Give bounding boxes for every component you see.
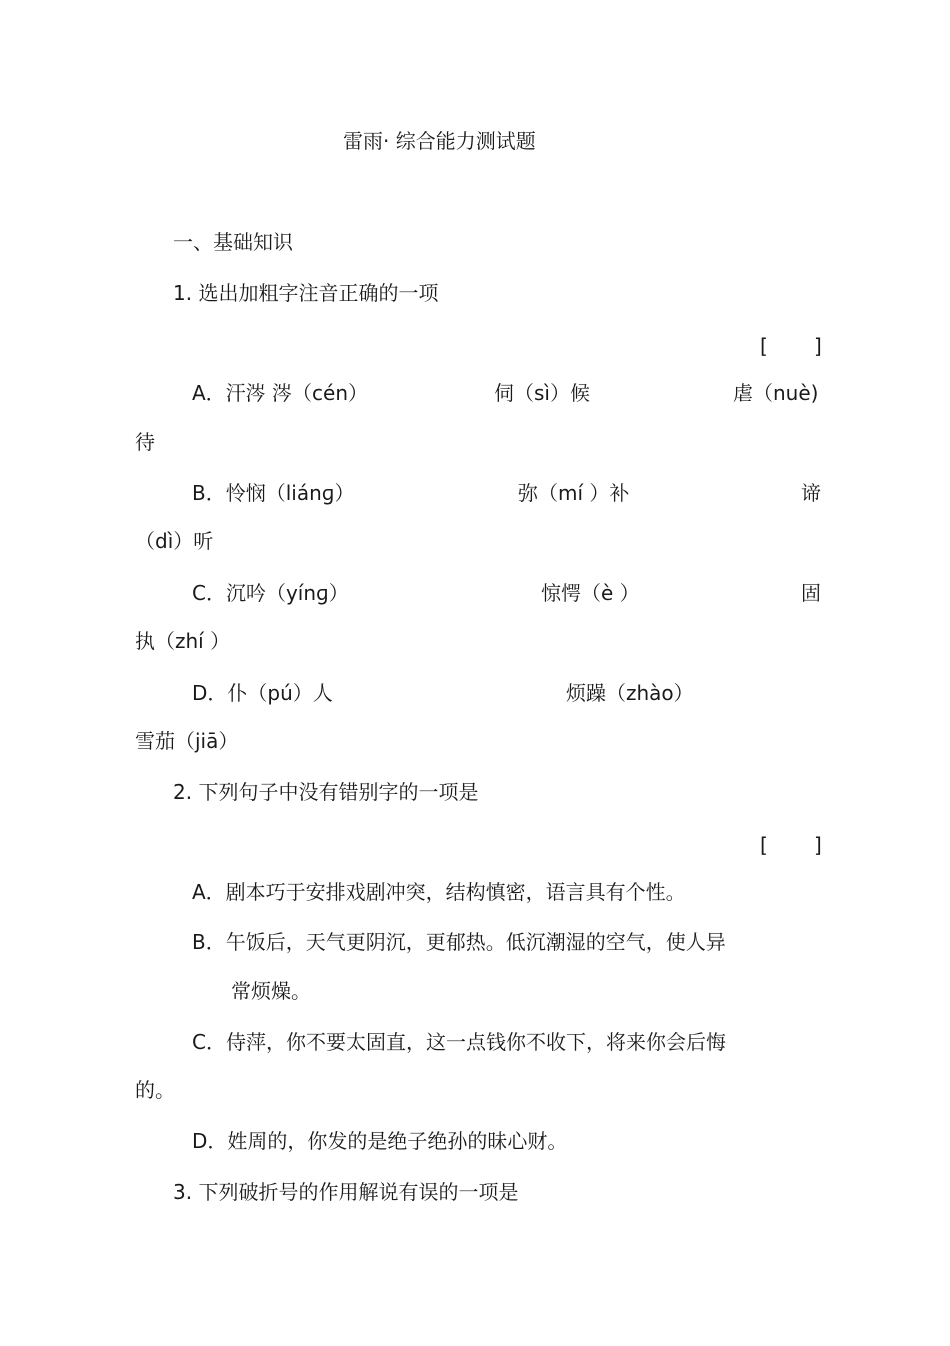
q1-option-c-label: C．沉吟（yínɡ） [192, 581, 349, 605]
q1-option-a-cont: 待 [135, 430, 155, 454]
question-2-stem: 2. 下列句子中没有错别字的一项是 [173, 780, 479, 804]
q1-option-b-right: 谛 [801, 481, 821, 505]
q2-option-c-line2: 的。 [135, 1078, 175, 1102]
q2-option-d: D．姓周的，你发的是绝子绝孙的昧心财。 [192, 1129, 568, 1153]
answer-bracket-close: ] [814, 833, 822, 857]
q2-option-c-line1: C．侍萍，你不要太固直，这一点钱你不收下，将来你会后悔 [192, 1030, 726, 1054]
section-heading: 一、基础知识 [173, 230, 293, 254]
q2-option-b-line1: B．午饭后，天气更阴沉，更郁热。低沉潮湿的空气，使人异 [192, 930, 726, 954]
page-title: 雷雨· 综合能力测试题 [343, 129, 536, 153]
q2-option-b-line2: 常烦燥。 [231, 979, 311, 1003]
q1-option-b-label: B．怜悯（liánɡ） [192, 481, 355, 505]
question-3-stem: 3. 下列破折号的作用解说有误的一项是 [173, 1180, 519, 1204]
answer-bracket-open: [ [760, 833, 768, 857]
q1-option-b-cont: （dì）听 [135, 529, 214, 553]
q1-option-b-mid: 弥（mí ）补 [518, 481, 630, 505]
q2-option-a: A．剧本巧于安排戏剧冲突，结构慎密，语言具有个性。 [192, 880, 686, 904]
q1-option-a-right: 虐（nuè) [733, 381, 819, 405]
question-1-stem: 1. 选出加粗字注音正确的一项 [173, 281, 439, 305]
q1-option-d-label: D．仆（pú）人 [192, 681, 333, 705]
answer-bracket-close: ] [814, 334, 822, 358]
q1-option-c-mid: 惊愕（è ） [541, 581, 640, 605]
q1-option-c-cont: 执（zhí ） [135, 629, 231, 653]
answer-bracket-open: [ [760, 334, 768, 358]
q1-option-d-mid: 烦躁（zhào） [566, 681, 694, 705]
q1-option-d-cont: 雪茄（jiā） [135, 729, 239, 753]
q1-option-a-mid: 伺（sì）候 [494, 381, 590, 405]
q1-option-c-right: 固 [801, 581, 821, 605]
q1-option-a-label: A．汗涔 涔（cén） [192, 381, 369, 405]
